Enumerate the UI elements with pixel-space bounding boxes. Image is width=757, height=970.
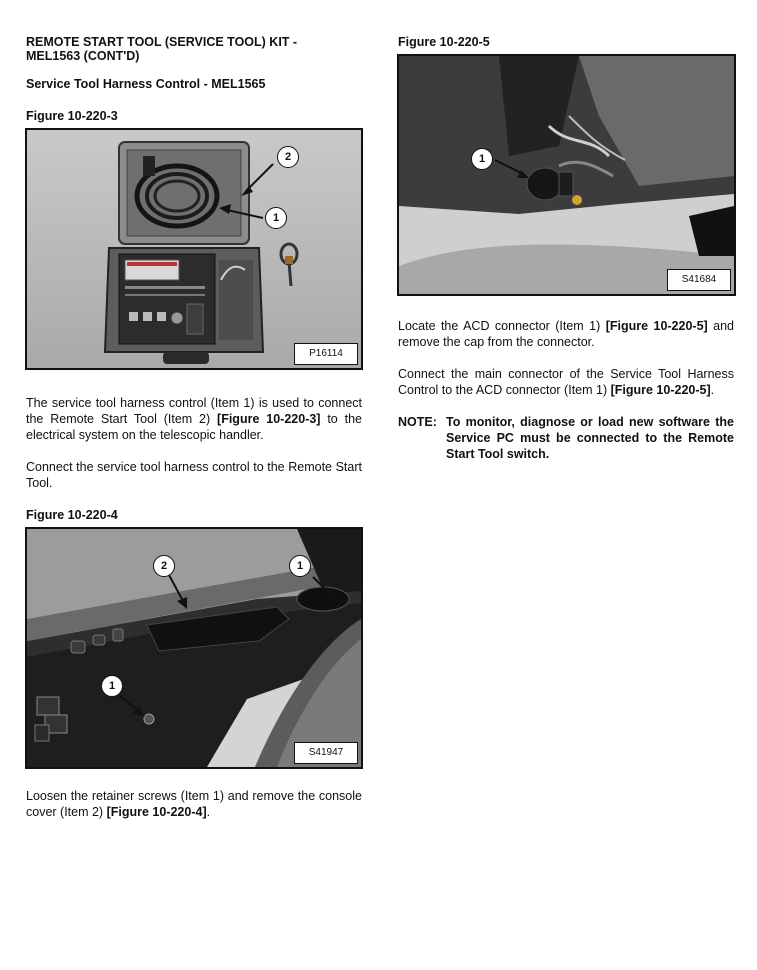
callout-2: 2 [277, 146, 299, 168]
note-label: NOTE: [398, 415, 437, 429]
callout-1: 1 [101, 675, 123, 697]
callout-1: 1 [289, 555, 311, 577]
note-block [398, 414, 734, 466]
section-title-line2: MEL1563 (CONT'D) [26, 49, 140, 63]
figure-caption-5: Figure 10-220-5 [398, 35, 490, 49]
paragraph-text: The service tool harness control (Item 1) is used to connect the Remote Start Tool (Item 2) [26, 396, 362, 426]
section-title [26, 35, 366, 63]
figure-reference: [Figure 10-220-4] [106, 805, 207, 819]
section-title-line1: REMOTE START TOOL (SERVICE TOOL) KIT - [26, 35, 298, 49]
paragraph-harness-purpose [26, 395, 362, 443]
figure-reference: [Figure 10-220-5] [610, 383, 711, 397]
paragraph-loosen-screws [26, 788, 362, 820]
note-text: To monitor, diagnose or load new software the Service PC must be connected to the Remote Start Tool switch. [446, 415, 734, 461]
callout-1: 1 [471, 148, 493, 170]
callout-2: 2 [153, 555, 175, 577]
paragraph-text: . [206, 805, 211, 819]
callout-1: 1 [265, 207, 287, 229]
paragraph-connect-harness: Connect the service tool harness control to the Remote Start Tool. [26, 460, 362, 490]
paragraph-connect-main [398, 366, 734, 398]
figure-caption-3: Figure 10-220-3 [26, 109, 118, 123]
tool-case-illustration [27, 130, 361, 368]
photo-ref-s41684: S41684 [667, 269, 731, 291]
figure-caption-4: Figure 10-220-4 [26, 508, 118, 522]
figure-10-220-3-photo [25, 128, 363, 370]
paragraph-text: to the electrical system on the telescopic handler. [26, 412, 363, 442]
acd-connector-illustration [399, 56, 734, 294]
paragraph-text: Locate the ACD connector (Item 1) [398, 319, 606, 333]
photo-ref-p16114: P16114 [294, 343, 358, 365]
paragraph-text: Loosen the retainer screws (Item 1) and remove the console cover (Item 2) [26, 789, 362, 819]
figure-10-220-5-photo [397, 54, 736, 296]
figure-10-220-4-photo [25, 527, 363, 769]
figure-reference: [Figure 10-220-3] [217, 412, 321, 426]
paragraph-text: and remove the cap from the connector. [398, 319, 734, 349]
paragraph-text: . [710, 383, 715, 397]
paragraph-locate-acd [398, 318, 734, 350]
paragraph-text: Connect the main connector of the Service Tool Harness Control to the ACD connector (Item 1) [398, 367, 734, 397]
photo-ref-s41947: S41947 [294, 742, 358, 764]
subsection-title: Service Tool Harness Control - MEL1565 [26, 77, 266, 91]
figure-reference: [Figure 10-220-5] [605, 319, 708, 333]
